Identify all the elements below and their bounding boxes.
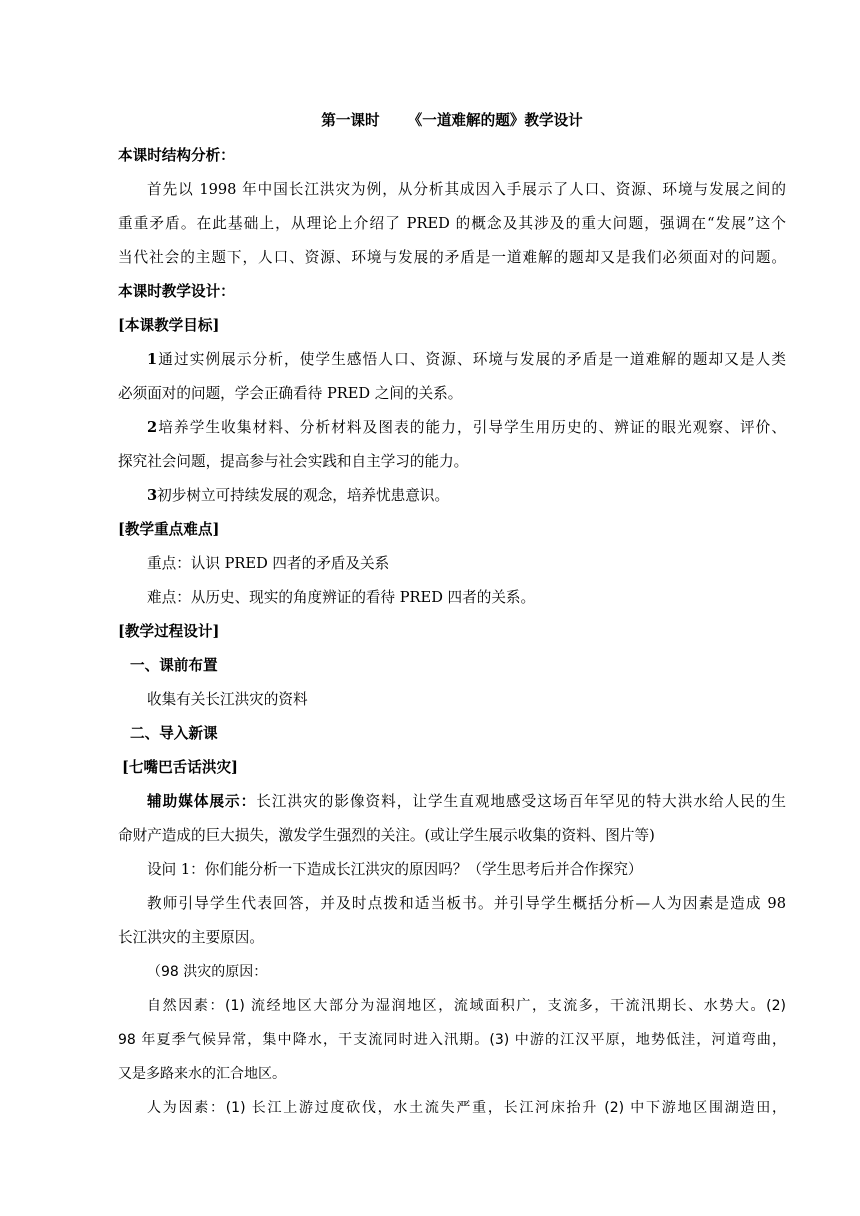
natural-line-1: 自然因素：(1) 流经地区大部分为湿润地区，流域面积广，支流多，干流汛期长、水势大。(2) [147, 998, 786, 1014]
objective-2-number: 2 [147, 419, 158, 436]
objective-3-line-1: 3初步树立可持续发展的观念，培养忧患意识。 [147, 487, 450, 504]
section-1-heading: 一、课前布置 [130, 657, 218, 674]
structure-line-3: 当代社会的主题下，人口、资源、环境与发展的矛盾是一道难解的题却又是我们必须面对的问题。 [118, 249, 786, 266]
difficult-point: 难点：从历史、现实的角度辨证的看待 PRED 四者的关系。 [147, 589, 536, 606]
section-2-heading: 二、导入新课 [130, 725, 218, 742]
process-heading: [教学过程设计] [118, 623, 220, 640]
objective-3-number: 3 [147, 487, 158, 504]
structure-line-2: 重重矛盾。在此基础上，从理论上介绍了 PRED 的概念及其涉及的重大问题，强调在“发展”这个 [118, 215, 786, 232]
structure-heading: 本课时结构分析： [118, 147, 235, 164]
natural-line-2: 98 年夏季气候异常，集中降水，干支流同时进入汛期。(3) 中游的江汉平原，地势低洼，河道弯曲， [118, 1032, 786, 1048]
media-line-1: 辅助媒体展示：长江洪灾的影像资料，让学生直观地感受这场百年罕见的特大洪水给人民的生 [147, 793, 786, 810]
objective-2-line-2: 探究社会问题，提高参与社会实践和自主学习的能力。 [118, 453, 469, 470]
objective-1-line-2: 必须面对的问题，学会正确看待 PRED 之间的关系。 [118, 385, 463, 402]
objectives-heading: [本课教学目标] [118, 317, 220, 334]
objective-2-line-1: 2培养学生收集材料、分析材料及图表的能力，引导学生用历史的、辨证的眼光观察、评价、 [147, 419, 786, 436]
key-point: 重点：认识 PRED 四者的矛盾及关系 [147, 555, 390, 572]
causes-heading: （98 洪灾的原因： [147, 964, 268, 980]
objective-1-line-1: 1通过实例展示分析，使学生感悟人口、资源、环境与发展的矛盾是一道难解的题却又是人类 [147, 351, 786, 368]
teacher-line-1: 教师引导学生代表回答，并及时点拨和适当板书。并引导学生概括分析—人为因素是造成 98 [147, 895, 786, 912]
title-name: 《一道难解的题》教学设计 [407, 112, 583, 129]
question-1: 设问 1：你们能分析一下造成长江洪灾的原因吗？（学生思考后并合作探究） [147, 861, 643, 878]
human-line-1: 人为因素：(1) 长江上游过度砍伐，水土流失严重，长江河床抬升 (2) 中下游地区围湖造田， [147, 1100, 786, 1116]
natural-line-3: 又是多路来水的汇合地区。 [118, 1066, 286, 1082]
page-title [118, 111, 786, 131]
section-1-text: 收集有关长江洪灾的资料 [147, 691, 308, 708]
key-points-heading: [教学重点难点] [118, 521, 220, 538]
structure-line-1: 首先以 1998 年中国长江洪灾为例，从分析其成因入手展示了人口、资源、环境与发展之间的 [147, 181, 786, 198]
design-heading: 本课时教学设计： [118, 283, 235, 300]
media-line-2: 命财产造成的巨大损失，激发学生强烈的关注。(或让学生展示收集的资料、图片等) [118, 827, 655, 844]
title-lesson: 第一课时 [321, 112, 380, 129]
objective-1-number: 1 [147, 351, 158, 368]
section-2-subheading: [七嘴巴舌话洪灾] [122, 759, 238, 776]
media-label: 辅助媒体展示： [147, 793, 257, 810]
teacher-line-2: 长江洪灾的主要原因。 [118, 929, 264, 946]
